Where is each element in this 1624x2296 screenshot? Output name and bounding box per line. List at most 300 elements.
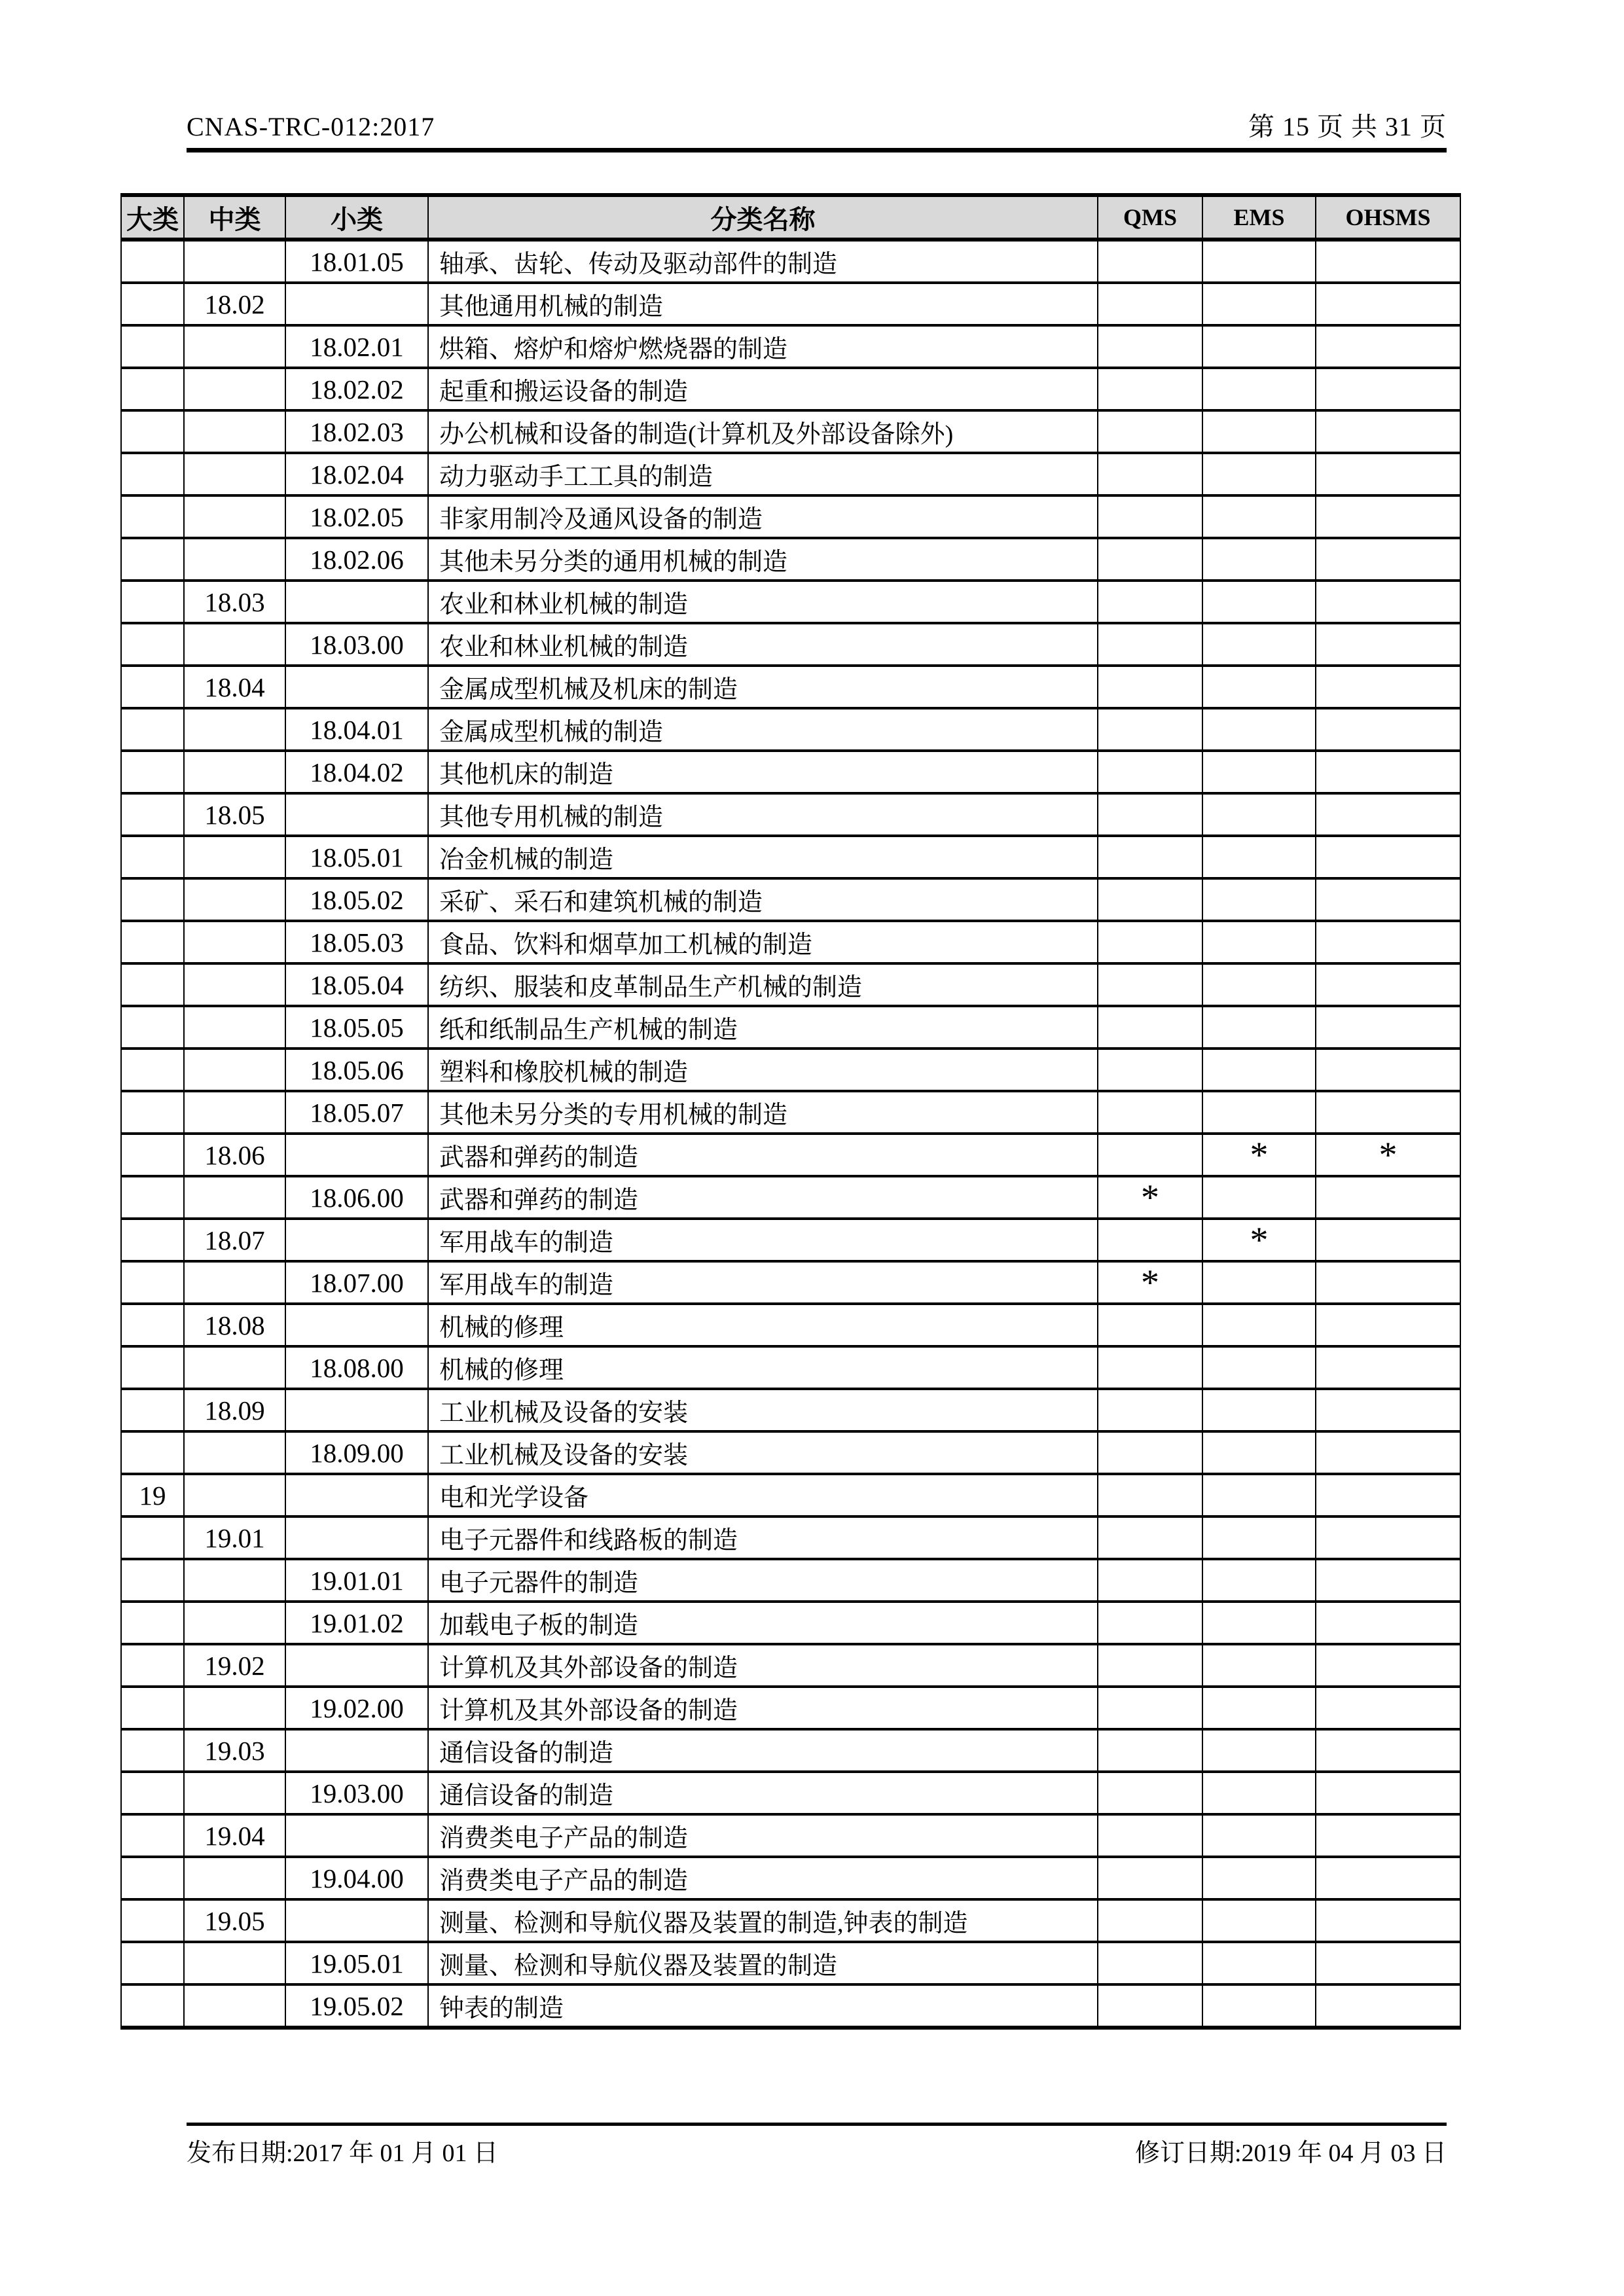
table-row	[121, 666, 1460, 708]
cell-qms-mark	[1098, 921, 1202, 963]
col-header-mid: 中类	[184, 195, 285, 240]
cell-ems-mark	[1202, 1899, 1316, 1942]
cell-classification-name: 农业和林业机械的制造	[428, 581, 1098, 623]
table-row	[121, 1516, 1460, 1559]
cell-mid-code: 18.09	[184, 1389, 285, 1431]
cell-ohsms-mark	[1316, 1559, 1460, 1602]
cell-sub-code: 18.01.05	[285, 240, 428, 283]
cell-qms-mark	[1098, 1304, 1202, 1346]
cell-ems-mark	[1202, 1772, 1316, 1814]
cell-major-code	[121, 1134, 184, 1176]
cell-mid-code: 18.02	[184, 283, 285, 325]
cell-sub-code: 19.01.01	[285, 1559, 428, 1602]
cell-major-code	[121, 1602, 184, 1644]
cell-qms-mark	[1098, 836, 1202, 878]
cell-qms-mark: *	[1098, 1176, 1202, 1219]
cell-mid-code	[184, 1346, 285, 1389]
cell-ems-mark	[1202, 1984, 1316, 2028]
cell-ohsms-mark	[1316, 1814, 1460, 1857]
cell-sub-code: 18.05.02	[285, 878, 428, 921]
cell-major-code	[121, 283, 184, 325]
cell-major-code	[121, 623, 184, 666]
cell-ohsms-mark	[1316, 1899, 1460, 1942]
cell-sub-code: 18.05.04	[285, 963, 428, 1006]
cell-mid-code	[184, 325, 285, 368]
cell-ohsms-mark	[1316, 1261, 1460, 1304]
cell-classification-name: 其他专用机械的制造	[428, 793, 1098, 836]
cell-classification-name: 食品、饮料和烟草加工机械的制造	[428, 921, 1098, 963]
cell-ems-mark	[1202, 1644, 1316, 1687]
cell-mid-code	[184, 1602, 285, 1644]
cell-major-code	[121, 1006, 184, 1049]
cell-mid-code	[184, 1431, 285, 1474]
cell-classification-name: 办公机械和设备的制造(计算机及外部设备除外)	[428, 410, 1098, 453]
cell-ems-mark	[1202, 1857, 1316, 1899]
cell-ems-mark	[1202, 751, 1316, 793]
table-row	[121, 836, 1460, 878]
cell-sub-code	[285, 1644, 428, 1687]
cell-classification-name: 计算机及其外部设备的制造	[428, 1687, 1098, 1729]
cell-sub-code	[285, 1516, 428, 1559]
cell-ems-mark	[1202, 921, 1316, 963]
cell-qms-mark	[1098, 1134, 1202, 1176]
cell-qms-mark	[1098, 1474, 1202, 1516]
cell-major-code	[121, 538, 184, 581]
cell-qms-mark	[1098, 666, 1202, 708]
cell-qms-mark	[1098, 963, 1202, 1006]
cell-qms-mark	[1098, 538, 1202, 581]
cell-mid-code: 19.04	[184, 1814, 285, 1857]
cell-classification-name: 计算机及其外部设备的制造	[428, 1644, 1098, 1687]
cell-ohsms-mark	[1316, 1219, 1460, 1261]
cell-sub-code: 18.02.06	[285, 538, 428, 581]
cell-qms-mark	[1098, 325, 1202, 368]
table-row	[121, 1389, 1460, 1431]
col-header-qms: QMS	[1098, 195, 1202, 240]
table-row	[121, 708, 1460, 751]
cell-mid-code	[184, 1984, 285, 2028]
cell-ohsms-mark	[1316, 1857, 1460, 1899]
cell-sub-code: 18.04.01	[285, 708, 428, 751]
cell-classification-name: 工业机械及设备的安装	[428, 1431, 1098, 1474]
cell-qms-mark	[1098, 1049, 1202, 1091]
cell-mid-code	[184, 453, 285, 495]
cell-qms-mark	[1098, 1644, 1202, 1687]
cell-mid-code	[184, 1942, 285, 1984]
cell-mid-code	[184, 1261, 285, 1304]
col-header-ohsms: OHSMS	[1316, 195, 1460, 240]
cell-ems-mark	[1202, 1814, 1316, 1857]
cell-major-code	[121, 1729, 184, 1772]
cell-qms-mark	[1098, 495, 1202, 538]
cell-classification-name: 纺织、服装和皮革制品生产机械的制造	[428, 963, 1098, 1006]
cell-ohsms-mark	[1316, 1687, 1460, 1729]
cell-major-code	[121, 1516, 184, 1559]
cell-ohsms-mark	[1316, 325, 1460, 368]
table-row	[121, 921, 1460, 963]
cell-classification-name: 其他通用机械的制造	[428, 283, 1098, 325]
cell-classification-name: 纸和纸制品生产机械的制造	[428, 1006, 1098, 1049]
cell-ohsms-mark	[1316, 453, 1460, 495]
cell-qms-mark	[1098, 1559, 1202, 1602]
cell-sub-code	[285, 1474, 428, 1516]
cell-sub-code: 18.07.00	[285, 1261, 428, 1304]
table-row	[121, 283, 1460, 325]
cell-classification-name: 动力驱动手工工具的制造	[428, 453, 1098, 495]
cell-qms-mark	[1098, 283, 1202, 325]
cell-classification-name: 起重和搬运设备的制造	[428, 368, 1098, 410]
cell-ohsms-mark	[1316, 1942, 1460, 1984]
cell-qms-mark	[1098, 1942, 1202, 1984]
cell-ohsms-mark	[1316, 410, 1460, 453]
cell-classification-name: 钟表的制造	[428, 1984, 1098, 2028]
cell-ems-mark	[1202, 453, 1316, 495]
cell-major-code	[121, 1304, 184, 1346]
doc-code: CNAS-TRC-012:2017	[187, 112, 435, 141]
cell-qms-mark	[1098, 1857, 1202, 1899]
cell-ems-mark	[1202, 1474, 1316, 1516]
cell-mid-code: 19.01	[184, 1516, 285, 1559]
cell-major-code	[121, 1687, 184, 1729]
table-body	[121, 240, 1460, 2028]
header-rule	[187, 148, 1447, 152]
table-row	[121, 581, 1460, 623]
cell-ohsms-mark	[1316, 1431, 1460, 1474]
cell-ohsms-mark	[1316, 1091, 1460, 1134]
cell-qms-mark	[1098, 1984, 1202, 2028]
cell-classification-name: 军用战车的制造	[428, 1261, 1098, 1304]
cell-mid-code	[184, 1091, 285, 1134]
cell-ems-mark	[1202, 1346, 1316, 1389]
cell-ems-mark	[1202, 1559, 1316, 1602]
cell-classification-name: 电和光学设备	[428, 1474, 1098, 1516]
cell-mid-code	[184, 963, 285, 1006]
cell-ems-mark	[1202, 1261, 1316, 1304]
cell-sub-code: 18.02.05	[285, 495, 428, 538]
cell-ohsms-mark	[1316, 1516, 1460, 1559]
cell-classification-name: 非家用制冷及通风设备的制造	[428, 495, 1098, 538]
cell-ohsms-mark	[1316, 538, 1460, 581]
cell-qms-mark	[1098, 751, 1202, 793]
cell-ohsms-mark	[1316, 1389, 1460, 1431]
table-row	[121, 1772, 1460, 1814]
table-row	[121, 1899, 1460, 1942]
cell-qms-mark	[1098, 793, 1202, 836]
cell-classification-name: 其他未另分类的通用机械的制造	[428, 538, 1098, 581]
cell-ohsms-mark	[1316, 708, 1460, 751]
table-row	[121, 1984, 1460, 2028]
cell-mid-code	[184, 708, 285, 751]
cell-major-code	[121, 1942, 184, 1984]
cell-ohsms-mark	[1316, 1006, 1460, 1049]
cell-sub-code: 18.02.02	[285, 368, 428, 410]
table-row	[121, 1431, 1460, 1474]
cell-ohsms-mark	[1316, 1176, 1460, 1219]
cell-major-code	[121, 1899, 184, 1942]
cell-sub-code: 18.04.02	[285, 751, 428, 793]
cell-classification-name: 电子元器件的制造	[428, 1559, 1098, 1602]
cell-major-code	[121, 1772, 184, 1814]
table-row	[121, 1304, 1460, 1346]
cell-sub-code	[285, 1134, 428, 1176]
cell-ohsms-mark	[1316, 1984, 1460, 2028]
cell-ems-mark	[1202, 538, 1316, 581]
table-row	[121, 623, 1460, 666]
cell-sub-code: 18.05.01	[285, 836, 428, 878]
table-row	[121, 325, 1460, 368]
cell-classification-name: 其他机床的制造	[428, 751, 1098, 793]
cell-qms-mark	[1098, 1602, 1202, 1644]
cell-ems-mark	[1202, 240, 1316, 283]
table-row	[121, 1474, 1460, 1516]
cell-classification-name: 通信设备的制造	[428, 1729, 1098, 1772]
cell-mid-code	[184, 1006, 285, 1049]
cell-sub-code: 19.01.02	[285, 1602, 428, 1644]
cell-ems-mark	[1202, 1049, 1316, 1091]
cell-mid-code	[184, 1857, 285, 1899]
cell-ohsms-mark	[1316, 1304, 1460, 1346]
table-row	[121, 1814, 1460, 1857]
cell-mid-code	[184, 623, 285, 666]
cell-major-code	[121, 1346, 184, 1389]
col-header-ems: EMS	[1202, 195, 1316, 240]
cell-major-code	[121, 1219, 184, 1261]
cell-ems-mark	[1202, 623, 1316, 666]
cell-mid-code	[184, 368, 285, 410]
cell-classification-name: 轴承、齿轮、传动及驱动部件的制造	[428, 240, 1098, 283]
revision-date: 修订日期:2019 年 04 月 03 日	[1134, 2140, 1447, 2167]
cell-ems-mark	[1202, 1304, 1316, 1346]
cell-ems-mark	[1202, 1431, 1316, 1474]
cell-sub-code	[285, 1729, 428, 1772]
cell-qms-mark	[1098, 1814, 1202, 1857]
cell-sub-code: 18.06.00	[285, 1176, 428, 1219]
footer-rule	[187, 2123, 1447, 2126]
cell-ohsms-mark	[1316, 878, 1460, 921]
page-header	[187, 106, 1447, 143]
table-row	[121, 538, 1460, 581]
cell-sub-code: 18.08.00	[285, 1346, 428, 1389]
table-row	[121, 963, 1460, 1006]
cell-mid-code	[184, 1687, 285, 1729]
cell-sub-code: 19.05.02	[285, 1984, 428, 2028]
cell-mid-code	[184, 1049, 285, 1091]
cell-ohsms-mark	[1316, 1602, 1460, 1644]
cell-qms-mark	[1098, 878, 1202, 921]
cell-mid-code	[184, 1474, 285, 1516]
table-row	[121, 1091, 1460, 1134]
cell-ems-mark	[1202, 1006, 1316, 1049]
cell-ems-mark	[1202, 325, 1316, 368]
cell-qms-mark: *	[1098, 1261, 1202, 1304]
cell-ohsms-mark	[1316, 1772, 1460, 1814]
table-row	[121, 1644, 1460, 1687]
cell-ems-mark	[1202, 1389, 1316, 1431]
col-header-name: 分类名称	[428, 195, 1098, 240]
cell-sub-code	[285, 1899, 428, 1942]
cell-qms-mark	[1098, 240, 1202, 283]
cell-major-code	[121, 1984, 184, 2028]
cell-ohsms-mark	[1316, 1346, 1460, 1389]
cell-mid-code	[184, 836, 285, 878]
cell-qms-mark	[1098, 581, 1202, 623]
cell-sub-code: 18.02.01	[285, 325, 428, 368]
cell-major-code	[121, 1431, 184, 1474]
cell-ems-mark: *	[1202, 1219, 1316, 1261]
cell-ems-mark	[1202, 1091, 1316, 1134]
cell-sub-code: 18.03.00	[285, 623, 428, 666]
cell-sub-code	[285, 1389, 428, 1431]
cell-ems-mark	[1202, 793, 1316, 836]
cell-sub-code	[285, 666, 428, 708]
cell-classification-name: 测量、检测和导航仪器及装置的制造,钟表的制造	[428, 1899, 1098, 1942]
table-row	[121, 1602, 1460, 1644]
cell-mid-code	[184, 538, 285, 581]
page-indicator: 第 15 页 共 31 页	[1248, 112, 1447, 141]
cell-major-code	[121, 878, 184, 921]
cell-qms-mark	[1098, 410, 1202, 453]
cell-sub-code	[285, 1219, 428, 1261]
cell-major-code	[121, 1389, 184, 1431]
cell-qms-mark	[1098, 1687, 1202, 1729]
cell-qms-mark	[1098, 1431, 1202, 1474]
cell-qms-mark	[1098, 1899, 1202, 1942]
cell-major-code	[121, 1644, 184, 1687]
cell-major-code	[121, 666, 184, 708]
cell-sub-code	[285, 283, 428, 325]
table-row	[121, 1559, 1460, 1602]
cell-ohsms-mark	[1316, 793, 1460, 836]
cell-ohsms-mark	[1316, 240, 1460, 283]
cell-major-code	[121, 751, 184, 793]
cell-classification-name: 军用战车的制造	[428, 1219, 1098, 1261]
cell-classification-name: 金属成型机械及机床的制造	[428, 666, 1098, 708]
publish-date: 发布日期:2017 年 01 月 01 日	[187, 2140, 499, 2167]
cell-mid-code	[184, 878, 285, 921]
cell-mid-code: 18.07	[184, 1219, 285, 1261]
cell-sub-code: 18.02.03	[285, 410, 428, 453]
cell-major-code	[121, 581, 184, 623]
cell-ems-mark	[1202, 836, 1316, 878]
cell-classification-name: 武器和弹药的制造	[428, 1134, 1098, 1176]
table-row	[121, 1049, 1460, 1091]
cell-mid-code: 19.02	[184, 1644, 285, 1687]
cell-ohsms-mark	[1316, 495, 1460, 538]
cell-qms-mark	[1098, 708, 1202, 751]
table-row	[121, 1729, 1460, 1772]
cell-mid-code	[184, 495, 285, 538]
cell-classification-name: 其他未另分类的专用机械的制造	[428, 1091, 1098, 1134]
cell-classification-name: 消费类电子产品的制造	[428, 1857, 1098, 1899]
cell-mid-code	[184, 1559, 285, 1602]
cell-classification-name: 金属成型机械的制造	[428, 708, 1098, 751]
cell-qms-mark	[1098, 1516, 1202, 1559]
cell-major-code	[121, 453, 184, 495]
cell-classification-name: 测量、检测和导航仪器及装置的制造	[428, 1942, 1098, 1984]
cell-qms-mark	[1098, 1006, 1202, 1049]
cell-qms-mark	[1098, 623, 1202, 666]
cell-major-code	[121, 921, 184, 963]
cell-major-code	[121, 1049, 184, 1091]
cell-sub-code	[285, 793, 428, 836]
cell-mid-code: 18.03	[184, 581, 285, 623]
cell-sub-code: 18.05.06	[285, 1049, 428, 1091]
cell-mid-code	[184, 1176, 285, 1219]
cell-ohsms-mark	[1316, 836, 1460, 878]
cell-ems-mark	[1202, 963, 1316, 1006]
cell-major-code	[121, 410, 184, 453]
cell-sub-code: 19.03.00	[285, 1772, 428, 1814]
cell-ohsms-mark	[1316, 1474, 1460, 1516]
cell-qms-mark	[1098, 1219, 1202, 1261]
cell-major-code	[121, 1261, 184, 1304]
cell-qms-mark	[1098, 453, 1202, 495]
cell-ems-mark	[1202, 708, 1316, 751]
cell-major-code	[121, 836, 184, 878]
table-row	[121, 793, 1460, 836]
cell-sub-code: 18.05.07	[285, 1091, 428, 1134]
cell-ohsms-mark	[1316, 623, 1460, 666]
cell-qms-mark	[1098, 1091, 1202, 1134]
cell-mid-code: 18.05	[184, 793, 285, 836]
cell-sub-code: 19.02.00	[285, 1687, 428, 1729]
cell-ohsms-mark	[1316, 1049, 1460, 1091]
cell-ems-mark	[1202, 283, 1316, 325]
table-row	[121, 410, 1460, 453]
cell-ems-mark: *	[1202, 1134, 1316, 1176]
cell-ohsms-mark	[1316, 751, 1460, 793]
table-row	[121, 1942, 1460, 1984]
cell-major-code	[121, 368, 184, 410]
cell-ohsms-mark	[1316, 368, 1460, 410]
cell-classification-name: 农业和林业机械的制造	[428, 623, 1098, 666]
cell-sub-code: 18.02.04	[285, 453, 428, 495]
cell-major-code	[121, 1814, 184, 1857]
cell-major-code	[121, 1857, 184, 1899]
cell-ohsms-mark	[1316, 1729, 1460, 1772]
cell-ems-mark	[1202, 581, 1316, 623]
cell-classification-name: 塑料和橡胶机械的制造	[428, 1049, 1098, 1091]
cell-sub-code: 18.05.05	[285, 1006, 428, 1049]
cell-mid-code: 19.05	[184, 1899, 285, 1942]
cell-sub-code	[285, 1304, 428, 1346]
cell-sub-code: 19.05.01	[285, 1942, 428, 1984]
cell-mid-code	[184, 410, 285, 453]
cell-classification-name: 机械的修理	[428, 1304, 1098, 1346]
cell-ems-mark	[1202, 1176, 1316, 1219]
cell-mid-code: 18.08	[184, 1304, 285, 1346]
table-row	[121, 1261, 1460, 1304]
cell-ohsms-mark	[1316, 1644, 1460, 1687]
table-row	[121, 368, 1460, 410]
cell-qms-mark	[1098, 1772, 1202, 1814]
cell-ems-mark	[1202, 1942, 1316, 1984]
cell-major-code	[121, 495, 184, 538]
cell-ems-mark	[1202, 495, 1316, 538]
cell-sub-code	[285, 581, 428, 623]
cell-ohsms-mark	[1316, 283, 1460, 325]
cell-mid-code	[184, 1772, 285, 1814]
cell-ems-mark	[1202, 1516, 1316, 1559]
cell-ems-mark	[1202, 1687, 1316, 1729]
cell-major-code	[121, 793, 184, 836]
cell-ems-mark	[1202, 878, 1316, 921]
table-row	[121, 495, 1460, 538]
cell-mid-code	[184, 751, 285, 793]
table-row	[121, 878, 1460, 921]
table-header-row	[121, 195, 1460, 240]
col-header-sub: 小类	[285, 195, 428, 240]
